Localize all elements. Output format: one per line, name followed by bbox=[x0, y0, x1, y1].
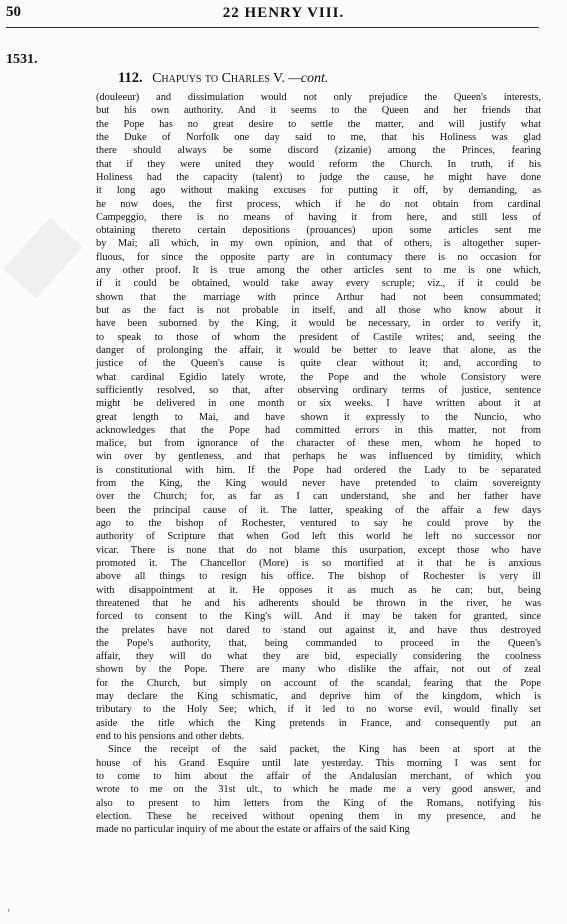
text-line: for the Church, but simply on account of the scandal, fearing that the Pope bbox=[96, 677, 541, 689]
text-line: house of his Grand Esquire until late yesterday. This morning I was sent for bbox=[96, 757, 541, 769]
text-line: malice, but from ignorance of the character of these men, whom he hoped to bbox=[96, 438, 541, 450]
text-line: that if they were united they would reform the Church. In truth, if his bbox=[96, 158, 541, 170]
text-line: end to his pensions and other debts. bbox=[96, 731, 245, 742]
text-line: over the Church; for, as far as I can understand, she and her father have bbox=[96, 491, 541, 503]
text-line: been the principal cause of it. The latter, speaking of the affair a few days bbox=[96, 504, 541, 516]
entry-heading bbox=[118, 70, 328, 87]
text-line: he now does, the first process, which if he do not obtain from cardinal bbox=[96, 198, 541, 210]
text-line: danger of prolonging the affair, it would be better to leave that alone, as the bbox=[96, 344, 541, 356]
text-line: shown that the marriage with prince Arthur had not been consummated; bbox=[96, 291, 541, 303]
text-line: also to present to him letters from the King of the Romans, notifying his bbox=[96, 797, 541, 809]
entry-number: 112. bbox=[118, 70, 143, 86]
text-line: is constitutional with him. If the Pope had ordered the Lady to be separated bbox=[96, 464, 541, 476]
text-line: from the King, the King would never have pretended to claim sovereignty bbox=[96, 478, 541, 490]
text-line: sufficiently resolved, so that, after observing ordinary terms of justice, sentence bbox=[96, 384, 541, 396]
text-line: but his own authority. And it seems to the Queen and her friends that bbox=[96, 105, 541, 117]
text-line: win over by gentleness, and that perhaps he was influenced by timidity, which bbox=[96, 451, 541, 463]
text-line: (douleeur) and dissimulation would not only prejudice the Queen's interests, bbox=[96, 92, 541, 103]
margin-year: 1531. bbox=[6, 52, 38, 67]
entry-continued: —cont. bbox=[288, 71, 329, 86]
text-line: authority of Scripture that when God left this world he left no successor nor bbox=[96, 531, 541, 543]
text-line: vicar. There is none that do not blame this usurpation, except those who have bbox=[96, 544, 541, 556]
text-line: affair, they will do what they are bid, especially considering the coolness bbox=[96, 651, 541, 663]
text-line: the Pope has no great desire to settle the matter, and will justify what bbox=[96, 118, 541, 130]
library-stamp-watermark bbox=[3, 217, 83, 298]
footer-mark: ʻ bbox=[7, 908, 11, 919]
text-line: but as the fact is not probable in itself, and all those who know about it bbox=[96, 305, 541, 316]
text-line: what cardinal Egidio lately wrote, the Pope and the whole Consistory were bbox=[96, 371, 541, 383]
body-text bbox=[96, 91, 541, 837]
page-number: 50 bbox=[6, 4, 21, 20]
text-line: made no particular inquiry of me about the estate or affairs of the said King bbox=[96, 824, 410, 836]
text-line: shown by the Pope. There are many who dislike the affair, not out of zeal bbox=[96, 664, 541, 676]
text-line: have been suborned by the King, it would be necessary, in order to verify it, bbox=[96, 318, 541, 330]
text-line: tributary to the Holy See; which, if it led to no worse evil, would finally set bbox=[96, 704, 541, 716]
text-line: Campeggio, there is no means of having it from here, and still less of bbox=[96, 211, 541, 223]
text-line: by Mai; all which, in my own opinion, and that of others, is altogether super- bbox=[96, 238, 541, 250]
header-rule bbox=[6, 27, 539, 28]
text-line: great length to Mai, and have shown it expressly to the Nuncio, who bbox=[96, 411, 541, 423]
text-line: aside the title which the King pretends in France, and consequently put an bbox=[96, 717, 541, 729]
text-line: Since the receipt of the said packet, the King has been at sport at the bbox=[108, 744, 541, 756]
text-line: above all things to resign his office. The bishop of Rochester is very ill bbox=[96, 571, 541, 583]
text-line: election. These he received without opening them in my presence, and he bbox=[96, 810, 541, 822]
text-line: the prelates have not dared to stand out against it, and have thus destroyed bbox=[96, 624, 541, 636]
text-line: to speak to those of whom the president of Castile writes; and, seeing the bbox=[96, 331, 541, 343]
text-line: promoted it. The Chancellor (More) is so mortified at it that he is anxious bbox=[96, 557, 541, 569]
text-line: may declare the King schismatic, and deprive him of the kingdom, which is bbox=[96, 691, 541, 703]
text-line: might be delivered in one month or six weeks. I have written about it at bbox=[96, 398, 541, 410]
text-line: if it could be obtained, would take away every scruple; viz., if it could be bbox=[96, 278, 541, 290]
text-line: the Pope's authority, that, being commanded to proceed in the Queen's bbox=[96, 637, 541, 649]
text-line: fluous, for since the opposite party are in contumacy there is no occasion for bbox=[96, 251, 541, 263]
text-line: obtaining thereto certain depositions (prouances) upon some articles sent me bbox=[96, 225, 541, 237]
text-line: any other proof. It is true among the other articles sent to me is one which, bbox=[96, 265, 541, 277]
running-head: 22 HENRY VIII. bbox=[222, 5, 345, 21]
text-line: forced to consent to the King's will. And it may be taken for granted, since bbox=[96, 611, 541, 623]
text-line: there should always be some discord (zizanie) among the Princes, fearing bbox=[96, 145, 541, 157]
entry-title: Chapuys to Charles V. bbox=[152, 71, 285, 86]
text-line: ago to the bishop of Rochester, ventured to say he could prove by the bbox=[96, 518, 541, 529]
text-line: wrote to me on the 31st ult., to which he made me a very good answer, and bbox=[96, 784, 541, 796]
text-line: it long ago without making excuses for putting it off, by demanding, as bbox=[96, 185, 541, 197]
text-line: with disappointment at it. He opposes it as much as he can; but, being bbox=[96, 584, 541, 596]
text-line: to come to him about the affair of the Andalusian merchant, of which you bbox=[96, 770, 541, 782]
text-line: acknowledges that the Pope had committed errors in this matter, not from bbox=[96, 424, 541, 436]
text-line: justice of the Queen's cause is quite clear without it; and, according to bbox=[96, 358, 541, 370]
text-line: threatened that he and his adherents should be thrown in the river, he was bbox=[96, 597, 541, 609]
text-line: Holiness had the capacity (talent) to judge the cause, he might have done bbox=[96, 171, 541, 183]
text-line: the Duke of Norfolk one day said to me, that his Holiness was glad bbox=[96, 131, 541, 143]
